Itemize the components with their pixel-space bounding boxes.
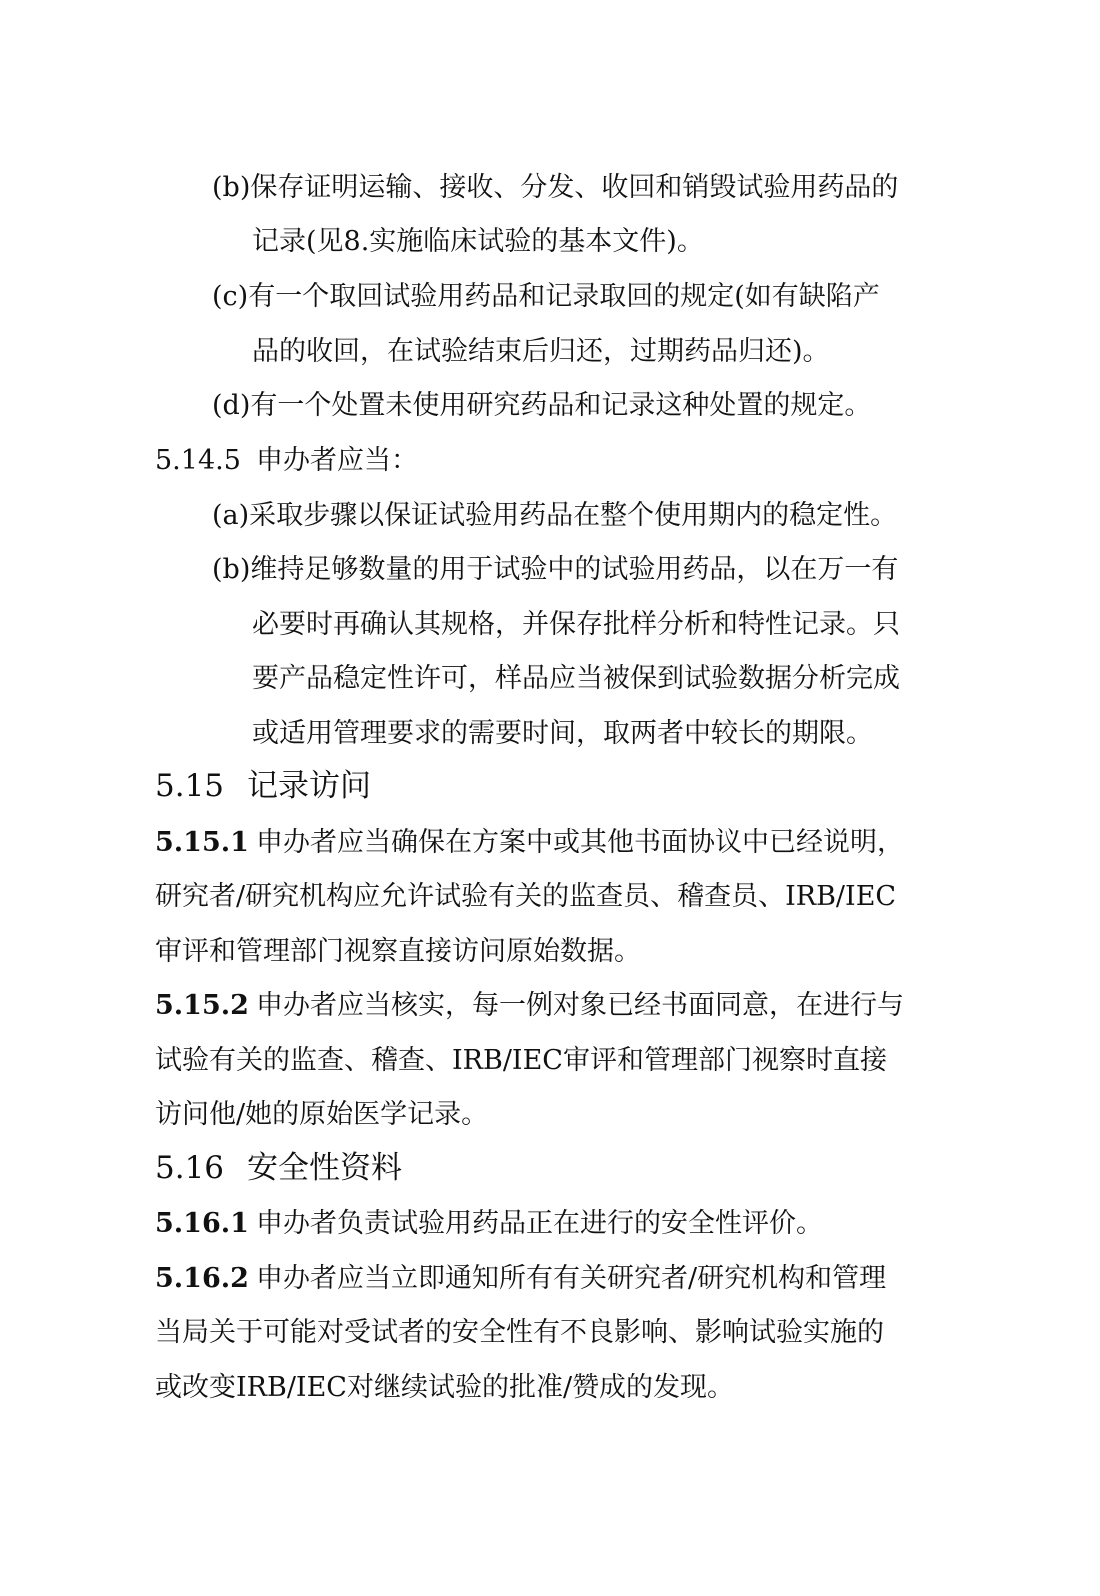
clause-text: 申办者应当核实，每一例对象已经书面同意，在进行与: [256, 990, 904, 1021]
item-d-disposal: (d)有一个处置未使用研究药品和记录这种处置的规定。: [212, 390, 872, 421]
section-title: 安全性资料: [247, 1150, 402, 1186]
item-c-retrieval: (c)有一个取回试验用药品和记录取回的规定(如有缺陷产: [212, 281, 880, 312]
section-heading-5-15: [155, 766, 371, 806]
clause-number: 5.14.5: [155, 445, 241, 476]
clause-5-14-5: [155, 441, 418, 481]
item-b-samples-line-2: 必要时再确认其规格，并保存批样分析和特性记录。只: [252, 609, 900, 640]
item-a-stability: (a)采取步骤以保证试验用药品在整个使用期内的稳定性。: [212, 500, 898, 531]
section-number: 5.16: [155, 1150, 225, 1186]
clause-text: 申办者应当确保在方案中或其他书面协议中已经说明，: [256, 827, 904, 858]
clause-5-15-1-line-3: 审评和管理部门视察直接访问原始数据。: [155, 936, 641, 967]
clause-number: 5.16.2: [155, 1263, 249, 1294]
clause-number: 5.15.2: [155, 990, 249, 1021]
item-b-samples-line-3: 要产品稳定性许可，样品应当被保到试验数据分析完成: [252, 663, 900, 694]
clause-5-15-2-line-3: 访问他/她的原始医学记录。: [155, 1099, 489, 1130]
section-heading-5-16: [155, 1148, 402, 1188]
clause-text: 申办者应当立即通知所有有关研究者/研究机构和管理: [256, 1263, 887, 1294]
item-b-samples: (b)维持足够数量的用于试验中的试验用药品，以在万一有: [212, 554, 899, 585]
clause-5-15-1: [155, 823, 904, 863]
clause-5-15-2: [155, 986, 904, 1026]
clause-number: 5.16.1: [155, 1208, 249, 1239]
clause-number: 5.15.1: [155, 827, 249, 858]
item-b-continuation: 记录(见8.实施临床试验的基本文件)。: [252, 226, 704, 257]
clause-5-16-2-line-3: 或改变IRB/IEC对继续试验的批准/赞成的发现。: [155, 1372, 735, 1403]
clause-5-16-1: [155, 1204, 823, 1244]
item-b-transport-records: (b)保存证明运输、接收、分发、收回和销毁试验用药品的: [212, 172, 899, 203]
section-title: 记录访问: [247, 768, 371, 804]
item-c-continuation: 品的收回，在试验结束后归还，过期药品归还)。: [252, 336, 830, 367]
clause-text: 申办者负责试验用药品正在进行的安全性评价。: [256, 1208, 823, 1239]
clause-5-15-2-line-2: 试验有关的监查、稽查、IRB/IEC审评和管理部门视察时直接: [155, 1045, 887, 1076]
section-number: 5.15: [155, 768, 225, 804]
clause-5-15-1-line-2: 研究者/研究机构应允许试验有关的监查员、稽查员、IRB/IEC: [155, 881, 897, 912]
clause-5-16-2: [155, 1259, 886, 1299]
item-b-samples-line-4: 或适用管理要求的需要时间，取两者中较长的期限。: [252, 718, 873, 749]
clause-5-16-2-line-2: 当局关于可能对受试者的安全性有不良影响、影响试验实施的: [155, 1317, 884, 1348]
clause-text: 申办者应当：: [256, 445, 418, 476]
